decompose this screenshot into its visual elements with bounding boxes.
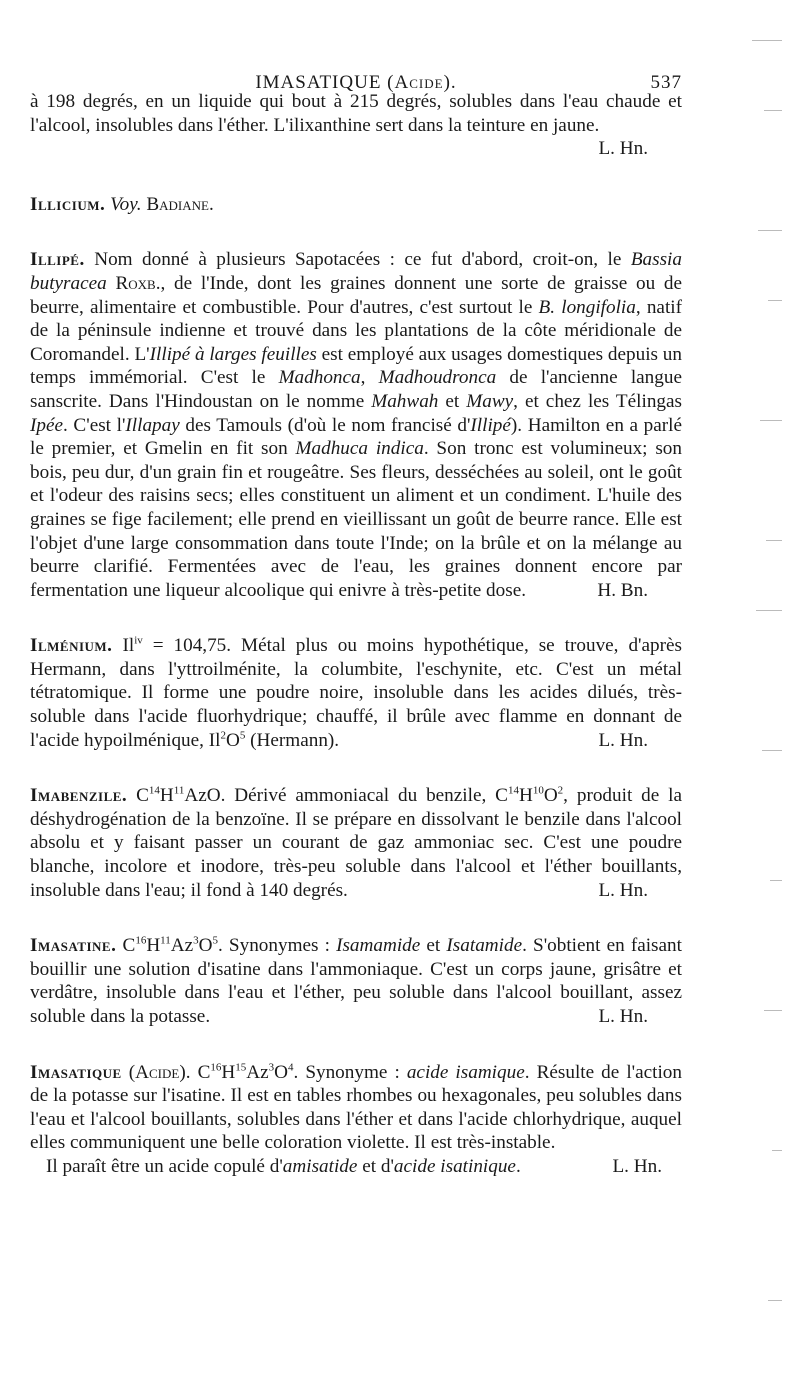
headword: Imabenzile. (30, 785, 128, 807)
page-number: 537 (650, 72, 682, 93)
entry-illicium (30, 193, 682, 217)
dictionary-page (30, 60, 682, 1179)
voy-text: Voy. (110, 193, 142, 215)
formula: C (190, 1061, 211, 1083)
entry-imasatique-paragraph-2: Il paraît être un acide copulé d'amisatide et d'acide isatinique. L. Hn. (46, 1155, 662, 1177)
headword: Illipé. (30, 249, 85, 271)
entry-ilmenium: Ilménium. $Il^{iv} = 104,75$. Métal plus ou moins hypothétique, se trouve, d'après Hermann, dans l'yttroilménite, la columbite, l'eschynite, etc. C'est un métal tétratomique. Il forme une poudre noire, insoluble dans les acides dilués, très-soluble dans l'acide fluorhydrique; chauffé, il brûle avec flamme en donnant de l'acide hypoilménique, $Il^2O^5$ (Hermann). L. Hn. (30, 634, 682, 751)
running-head (30, 60, 682, 93)
headword: Illicium. (30, 193, 106, 215)
running-title: IMASATIQUE (Acide). (255, 72, 457, 93)
formula: C (116, 935, 136, 957)
entry-text: à 198 degrés, en un liquide qui bout à 215 degrés, solubles dans l'eau chaude et l'alcool, insolubles dans l'éther. L'ilixanthine sert dans la teinture en jaune. (30, 91, 682, 136)
entry-illipe: Illipé. Nom donné à plusieurs Sapotacées : ce fut d'abord, croit-on, le Bassia butyracea Roxb., de l'Inde, dont les graines donnent une sorte de graisse ou de beurre, alimentaire et combustible. Pour d'autres, c'est surtout le B. longifolia, natif de la péninsule indienne et trouvé dans les plantations de la côte méridionale de Coromandel. L'Illipé à larges feuilles est employé aux usages domestiques depuis un temps immémorial. C'est le Madhonca, Madhoudronca de l'ancienne langue sanscrite. Dans l'Hindoustan on le nomme Mahwah et Mawy, et chez les Télingas Ipée. C'est l'Illapay des Tamouls (d'où le nom francisé d'Illipé). Hamilton en a parlé le premier, et Gmelin en fit son Madhuca indica. Son tronc est volumineux; son bois, peu dur, d'un grain fin et rougeâtre. Ses fleurs, desséchées au soleil, ont le goût et l'odeur des raisins secs; elles constituent un aliment et un condiment. L'huile des graines se fige facilement; elle prend en vieillissant un goût de beurre rance. Elle est l'objet d'une large consommation dans toute l'Inde; on la brûle et on la mélange au beurre clarifié. Fermentées avec de l'eau, les graines donnent encore par fermentation une liqueur alcoolique qui enivre à très-petite dose. H. Bn. (30, 249, 683, 601)
signature: L. Hn. (598, 1006, 648, 1027)
signature: H. Bn. (597, 579, 648, 601)
headword: Imasatique (30, 1061, 122, 1083)
formula: Il (112, 635, 135, 657)
running-title-smallcaps: Acide (394, 72, 444, 93)
headword: Imasatine. (30, 935, 117, 957)
formula: C (127, 785, 149, 807)
signature: L. Hn. (598, 138, 648, 160)
scan-margin-artifacts (722, 0, 782, 1375)
cross-reference: Badiane. (146, 193, 214, 215)
signature: L. Hn. (598, 729, 648, 751)
entry-imasatique: Imasatique (Acide). $C^{16}H^{15}Az^3O^4$. Synonyme : acide isamique. Résulte de l'action de la potasse sur l'isatine. Il est en tables rhombes ou hexagonales, peu solubles dans l'eau et l'alcool bouillants, solubles dans l'éther et dans l'acide chlorhydrique, auquel elles communiquent une belle coloration violette. Il est très-instable. (30, 1061, 682, 1154)
headword: Ilménium. (30, 635, 113, 657)
signature: L. Hn. (612, 1155, 662, 1177)
signature: L. Hn. (598, 879, 648, 901)
entry-carryover (30, 90, 682, 161)
entry-imabenzile: Imabenzile. $C^{14}H^{11}AzO$. Dérivé ammoniacal du benzile, $C^{14}H^{10}O^2$, produit de la déshydrogénation de la benzoïne. Il se prépare en dissolvant le benzile dans l'alcool absolu et y faisant passer un courant de gaz ammoniac sec. C'est une poudre blanche, incolore et inodore, très-peu soluble dans l'alcool et l'éther bouillants, insoluble dans l'eau; il fond à 140 degrés. L. Hn. (30, 784, 682, 901)
entry-imasatine: Imasatine. $C^{16}H^{11}Az^3O^5$. Synonymes : Isamamide et Isatamide. S'obtient en faisant bouillir une solution d'isatine dans l'ammoniaque. C'est un corps jaune, grisâtre et verdâtre, insoluble dans l'eau et l'éther, peu soluble dans l'alcool bouillant, assez soluble dans la potasse. L. Hn. (30, 934, 682, 1027)
